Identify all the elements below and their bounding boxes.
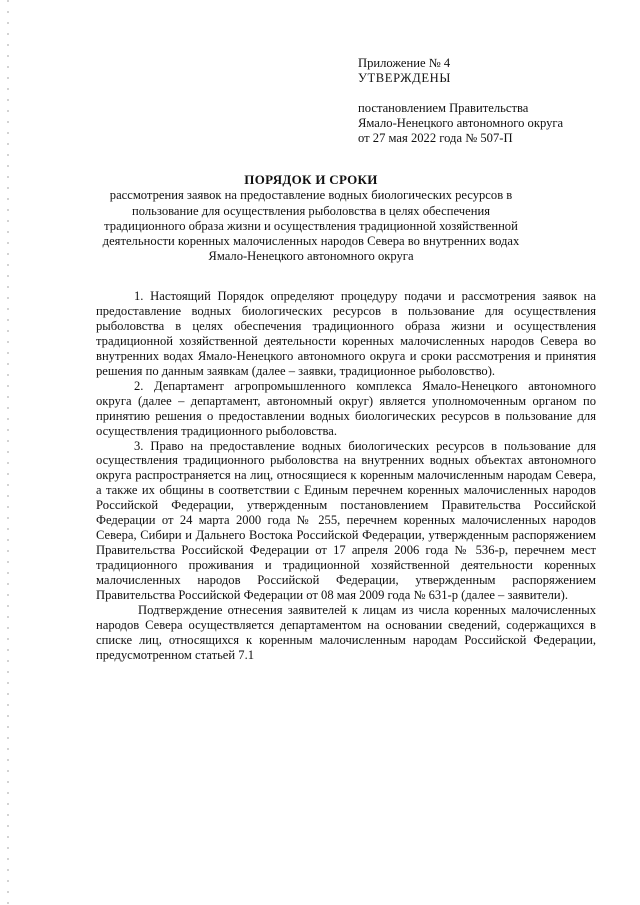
scan-margin-dots (7, 0, 9, 905)
paragraph-2: 2. Департамент агропромышленного комплекса Ямало-Ненецкого автономного округа (далее – департамент, автономный округ) является уполномоченным органом по принятию решения о предоставлении водных биологических ресурсов в пользование для осуществления традиционного рыболовства. (96, 378, 596, 438)
paragraph-3: 3. Право на предоставление водных биологических ресурсов в пользование для осуществления традиционного рыболовства на внутренних водных объектах автономного округа распространяется на лиц, относящиеся к коренным малочисленным народам Севера, а также их общины в соответствии с Единым перечнем коренных малочисленных народов Российской Федерации, утвержденным постановлением Правительства Российской Федерации от 24 марта 2000 года № 255, перечнем коренных малочисленных народов Севера, Сибири и Дальнего Востока Российской Федерации, утвержденным распоряжением Правительства Российской Федерации от 17 апреля 2006 года № 536-р, перечнем мест традиционного проживания и традиционной хозяйственной деятельности коренных малочисленных народов Российской Федерации, утвержденным распоряжением Правительства Российской Федерации от 08 мая 2009 года № 631-р (далее – заявители). (96, 438, 596, 603)
appendix-number: Приложение № 4 (358, 56, 451, 70)
document-body (96, 289, 596, 663)
appendix-header (358, 56, 618, 146)
resolution-line-2: Ямало-Ненецкого автономного округа (358, 116, 564, 130)
resolution-line-3: от 27 мая 2022 года № 507-П (358, 131, 513, 145)
paragraph-4: Подтверждение отнесения заявителей к лицам из числа коренных малочисленных народов Севера осуществляется департаментом на основании сведений, содержащихся в списке лиц, относящихся к коренным малочисленным народам Российской Федерации, предусмотренном статьей 7.1 (96, 603, 596, 662)
approved-label: УТВЕРЖДЕНЫ (358, 71, 451, 85)
paragraph-1: 1. Настоящий Порядок определяют процедуру подачи и рассмотрения заявок на предоставление водных биологических ресурсов в пользование для осуществления рыболовства в целях обеспечения традиционного образа жизни и осуществления традиционной хозяйственной деятельности коренных малочисленных народов Севера во внутренних водах Ямало-Ненецкого автономного округа и сроки рассмотрения и принятия решения по данным заявкам (далее – заявки, традиционное рыболовство). (96, 289, 596, 378)
document-subtitle: рассмотрения заявок на предоставление водных биологических ресурсов в пользование для осуществления рыболовства в целях обеспечения традиционного образа жизни и осуществления традиционной хозяйственной деятельности коренных малочисленных народов Севера во внутренних водах Ямало-Ненецкого автономного округа (102, 188, 520, 264)
document-title-block (96, 172, 526, 265)
document-title: ПОРЯДОК И СРОКИ (244, 172, 378, 187)
resolution-line-1: постановлением Правительства (358, 101, 529, 115)
